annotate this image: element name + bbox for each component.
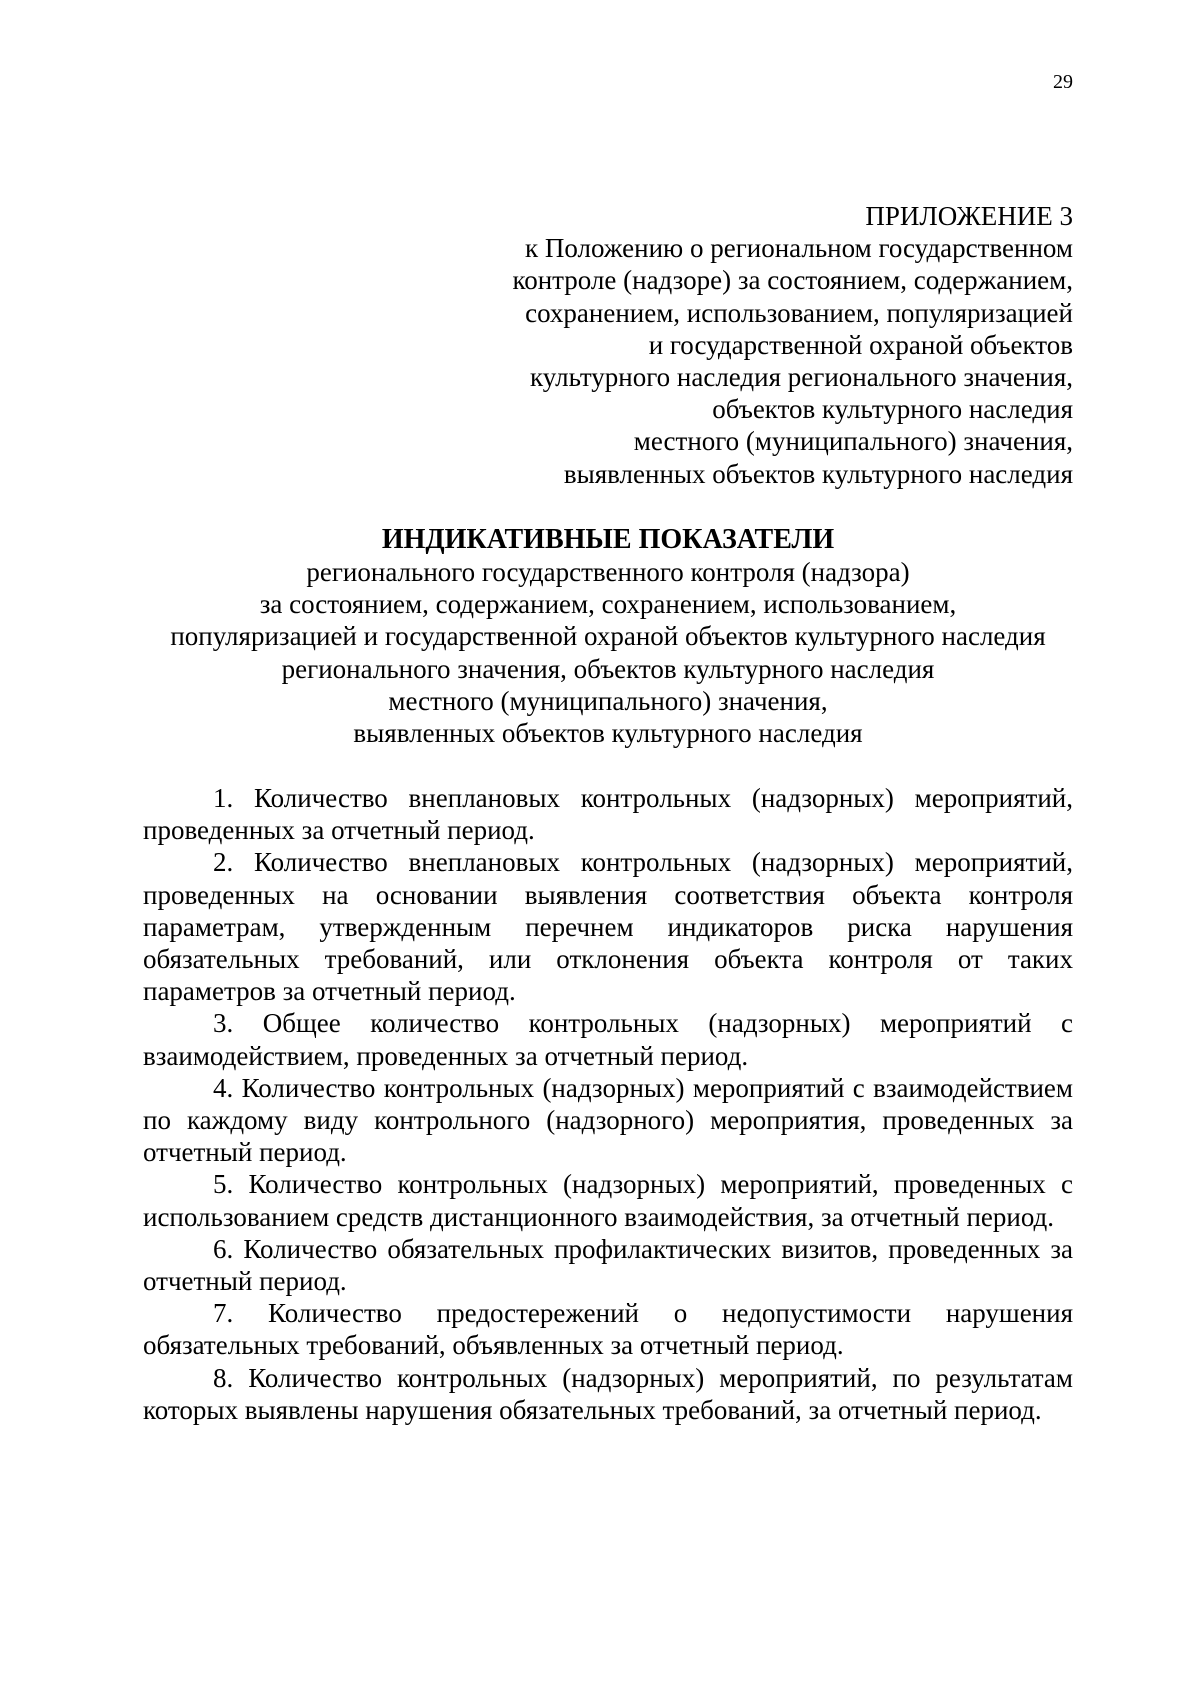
- appendix-line: объектов культурного наследия: [712, 394, 1073, 425]
- indicator-item: 6. Количество обязательных профилактических визитов, проведенных за отчетный период.: [143, 1233, 1073, 1297]
- appendix-line: выявленных объектов культурного наследия: [563, 458, 1073, 489]
- page-number: 29: [1053, 71, 1073, 93]
- indicator-item: 3. Общее количество контрольных (надзорных) мероприятий с взаимодействием, проведенных за отчетный период.: [143, 1008, 1073, 1071]
- indicator-item: 4. Количество контрольных (надзорных) мероприятий с взаимодействием по каждому виду контрольного (надзорного) мероприятия, проведенных за отчетный период.: [143, 1072, 1073, 1168]
- indicator-item: 7. Количество предостережений о недопустимости нарушения обязательных требований, объявленных за отчетный период.: [143, 1298, 1073, 1361]
- indicator-item: 1. Количество внеплановых контрольных (надзорных) мероприятий, проведенных за отчетный период.: [143, 783, 1073, 846]
- subtitle-line: за состоянием, содержанием, сохранением, использованием,: [259, 589, 957, 620]
- subtitle-line: популяризацией и государственной охраной объектов культурного наследия: [170, 621, 1046, 652]
- appendix-block: [373, 200, 1073, 490]
- subtitle-line: местного (муниципального) значения,: [388, 685, 828, 716]
- appendix-line: сохранением, использованием, популяризацией: [525, 297, 1073, 328]
- document-subtitle: [143, 556, 1073, 749]
- document-heading: [143, 524, 1073, 749]
- indicator-item: 5. Количество контрольных (надзорных) мероприятий, проведенных с использованием средств дистанционного взаимодействия, за отчетный период.: [143, 1169, 1073, 1232]
- document-title: ИНДИКАТИВНЫЕ ПОКАЗАТЕЛИ: [381, 524, 835, 555]
- appendix-line: местного (муниципального) значения,: [633, 426, 1073, 457]
- appendix-line: к Положению о региональном государственном: [525, 233, 1073, 264]
- appendix-title: ПРИЛОЖЕНИЕ 3: [865, 201, 1073, 231]
- indicator-item: 2. Количество внеплановых контрольных (надзорных) мероприятий, проведенных на основании выявления соответствия объекта контроля параметрам, утвержденным перечнем индикаторов риска нарушения обязательных требований, или отклонения объекта контроля от таких параметров за отчетный период.: [143, 847, 1073, 1007]
- appendix-line: контроле (надзоре) за состоянием, содержанием,: [512, 265, 1073, 296]
- indicator-list: [143, 782, 1073, 1426]
- subtitle-line: выявленных объектов культурного наследия: [353, 718, 863, 749]
- appendix-line: и государственной охраной объектов: [648, 329, 1073, 360]
- indicator-item: 8. Количество контрольных (надзорных) мероприятий, по результатам которых выявлены нарушения обязательных требований, за отчетный период.: [143, 1362, 1073, 1425]
- subtitle-line: регионального государственного контроля (надзора): [306, 557, 910, 587]
- appendix-line: культурного наследия регионального значения,: [530, 362, 1073, 393]
- subtitle-line: регионального значения, объектов культурного наследия: [281, 653, 935, 684]
